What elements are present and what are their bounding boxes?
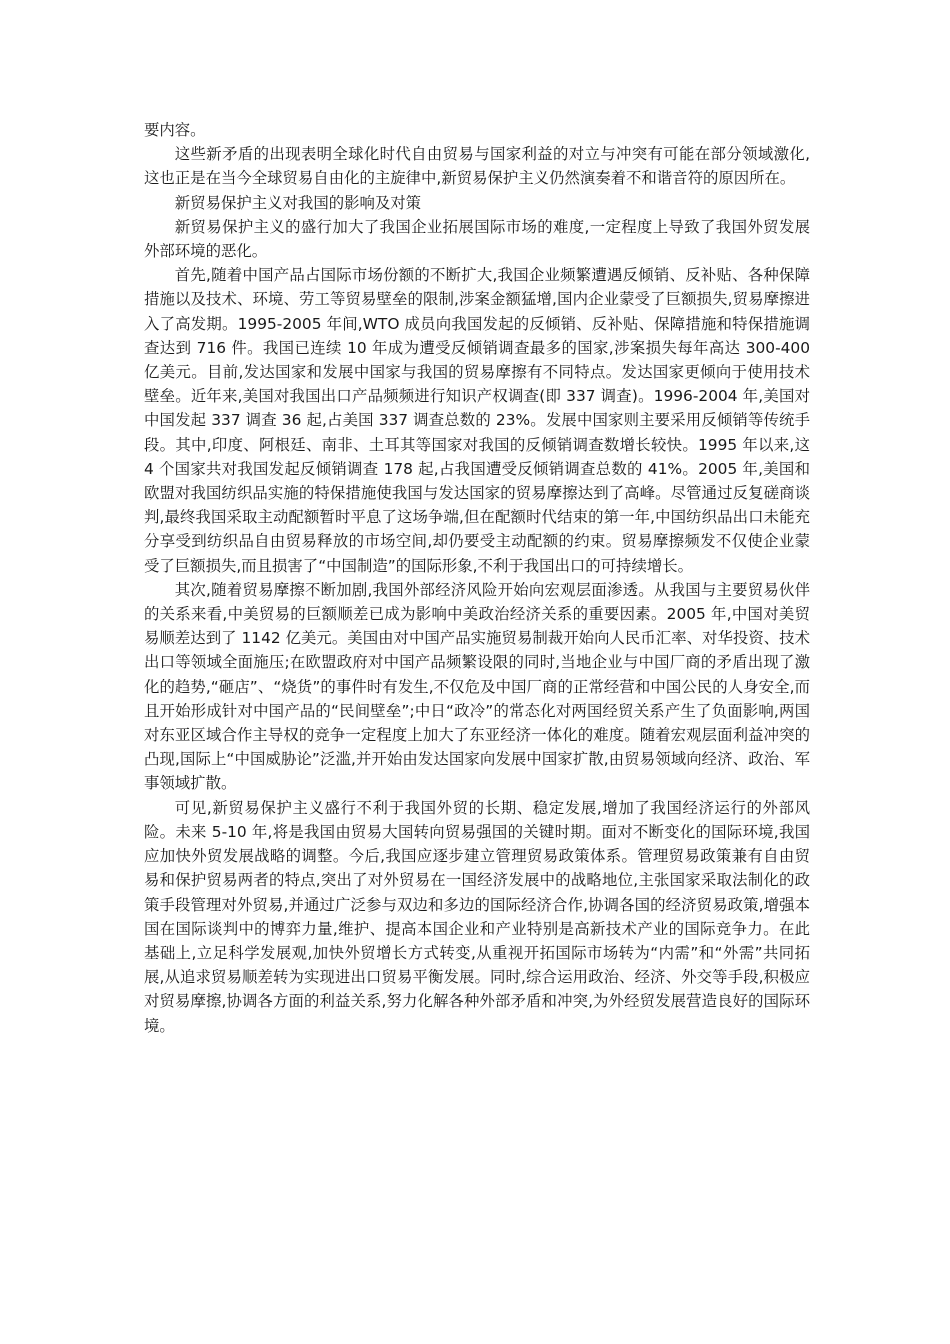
paragraph-intro: 新贸易保护主义的盛行加大了我国企业拓展国际市场的难度,一定程度上导致了我国外贸发展外部环境的恶化。 (144, 217, 810, 261)
section-heading: 新贸易保护主义对我国的影响及对策 (174, 193, 422, 212)
paragraph-new-contradictions: 这些新矛盾的出现表明全球化时代自由贸易与国家利益的对立与冲突有可能在部分领域激化,这也正是在当今全球贸易自由化的主旋律中,新贸易保护主义仍然演奏着不和谐音符的原因所在。 (144, 145, 810, 188)
paragraph-first: 首先,随着中国产品占国际市场份额的不断扩大,我国企业频繁遭遇反倾销、反补贴、各种保障措施以及技术、环境、劳工等贸易壁垒的限制,涉案金额猛增,国内企业蒙受了巨额损失,贸易摩擦进入了高发期。1995-2005 年间,WTO 成员向我国发起的反倾销、反补贴、保障措施和特保措施调查达到 716 件。我国已连续 10 年成为遭受反倾销调查最多的国家,涉案损失每年高达 300-400 亿美元。目前,发达国家和发展中国家与我国的贸易摩擦有不同特点。发达国家更倾向于使用技术壁垒。近年来,美国对我国出口产品频频进行知识产权调查(即 337 调查)。1996-2004 年,美国对中国发起 337 调查 36 起,占美国 337 调查总数的 23%。发展中国家则主要采用反倾销等传统手段。其中,印度、阿根廷、南非、土耳其等国家对我国的反倾销调查数增长较快。1995 年以来,这 4 个国家共对我国发起反倾销调查 178 起,占我国遭受反倾销调查总数的 41%。2005 年,美国和欧盟对我国纺织品实施的特保措施使我国与发达国家的贸易摩擦达到了高峰。尽管通过反复磋商谈判,最终我国采取主动配额暂时平息了这场争端,但在配额时代结束的第一年,中国纺织品出口未能充分享受到纺织品自由贸易释放的市场空间,却仍要受主动配额的约束。贸易摩擦频发不仅使企业蒙受了巨额损失,而且损害了“中国制造”的国际形象,不利于我国出口的可持续增长。 (144, 266, 810, 575)
paragraph-continuation: 要内容。 (144, 121, 206, 139)
paragraph-conclusion: 可见,新贸易保护主义盛行不利于我国外贸的长期、稳定发展,增加了我国经济运行的外部风险。未来 5-10 年,将是我国由贸易大国转向贸易强国的关键时期。面对不断变化的国际环境,我国应加快外贸发展战略的调整。今后,我国应逐步建立管理贸易政策体系。管理贸易政策兼有自由贸易和保护贸易两者的特点,突出了对外贸易在一国经济发展中的战略地位,主张国家采取法制化的政策手段管理对外贸易,并通过广泛参与双边和多边的国际经济合作,协调各国的经济贸易政策,增强本国在国际谈判中的博弈力量,维护、提高本国企业和产业特别是高新技术产业的国际竞争力。在此基础上,立足科学发展观,加快外贸增长方式转变,从重视开拓国际市场转为“内需”和“外需”共同拓展,从追求贸易顺差转为实现进出口贸易平衡发展。同时,综合运用政治、经济、外交等手段,积极应对贸易摩擦,协调各方面的利益关系,努力化解各种外部矛盾和冲突,为外经贸发展营造良好的国际环境。 (144, 798, 810, 1035)
paragraph-second: 其次,随着贸易摩擦不断加剧,我国外部经济风险开始向宏观层面渗透。从我国与主要贸易伙伴的关系来看,中美贸易的巨额顺差已成为影响中美政治经济关系的重要因素。2005 年,中国对美贸易顺差达到了 1142 亿美元。美国由对中国产品实施贸易制裁开始向人民币汇率、对华投资、技术出口等领域全面施压;在欧盟政府对中国产品频繁设限的同时,当地企业与中国厂商的矛盾出现了激化的趋势,“砸店”、“烧货”的事件时有发生,不仅危及中国厂商的正常经营和中国公民的人身安全,而且开始形成针对中国产品的“民间壁垒”;中日“政冷”的常态化对两国经贸关系产生了负面影响,两国对东亚区域合作主导权的竞争一定程度上加大了东亚经济一体化的难度。随着宏观层面利益冲突的凸现,国际上“中国威胁论”泛滥,并开始由发达国家向发展中国家扩散,由贸易领域向经济、政治、军事领域扩散。 (144, 580, 810, 793)
document-page (144, 118, 810, 1038)
